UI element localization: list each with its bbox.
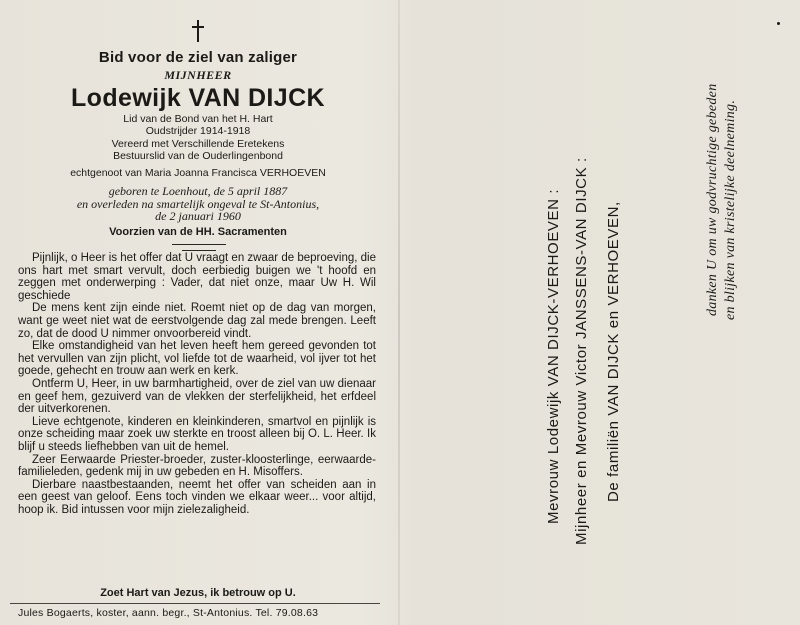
cross-icon [191, 20, 205, 42]
family-line: De familiën VAN DIJCK en VERHOEVEN, [605, 201, 622, 502]
birth-line: geboren te Loenhout, de 5 april 1887 [108, 184, 288, 198]
prayer-text [18, 252, 376, 516]
affiliation-line: Lid van de Bond van het H. Hart [123, 113, 273, 125]
closing-prayer: Zoet Hart van Jezus, ik betrouw op U. [100, 587, 296, 599]
honorific: MIJNHEER [164, 68, 232, 82]
separator-rule [172, 244, 226, 245]
prayer-paragraph: Dierbare naastbestaanden, neemt het offer van scheiden aan in een geest van geloof. Eens toch vinden we elkaar weer... voor altijd, hoop ik. Bid intussen voor mijn zielezaligheid. [18, 478, 376, 516]
printer-imprint: Jules Bogaerts, koster, aann. begr., St-Antonius. Tel. 79.08.63 [18, 607, 319, 619]
death-date: de 2 januari 1960 [155, 209, 241, 223]
spouse-line: echtgenoot van Maria Joanna Francisca VERHOEVEN [70, 167, 326, 179]
invocation: Bid voor de ziel van zaliger [98, 49, 298, 66]
thanks-line: danken U om uw godvruchtige gebeden [705, 83, 720, 316]
sacraments-line: Voorzien van de HH. Sacramenten [109, 226, 287, 238]
death-line: en overleden na smartelijk ongeval te St-Antonius, [76, 197, 320, 211]
family-line: Mevrouw Lodewijk VAN DIJCK-VERHOEVEN : [545, 188, 562, 524]
prayer-paragraph: Lieve echtgenote, kinderen en kleinkinderen, smartvol en pijnlijk is onze scheiding maar zoek uw sterkte en troost alleen bij O. L. Heer. Ik blijf u steeds liefhebben van uit de hemel. [18, 415, 376, 453]
separator-rule [182, 250, 216, 251]
deceased-name: Lodewijk VAN DIJCK [71, 84, 325, 112]
prayer-paragraph: Pijnlijk, o Heer is het offer dat U vraagt en zwaar de beproeving, die ons hart met smart vervult, doch eerbiedig buigen we 't hoofd en zeggen met onderwerping : Vader, dat niet onze, maar Uw H. Wil geschiede [18, 252, 376, 302]
affiliation-line: Vereerd met Verschillende Eretekens [111, 138, 285, 150]
affiliation-line: Oudstrijder 1914-1918 [145, 125, 251, 137]
family-line: Mijnheer en Mevrouw Victor JANSSENS-VAN DIJCK : [573, 157, 590, 545]
prayer-paragraph: Zeer Eerwaarde Priester-broeder, zuster-kloosterlinge, eerwaarde-familieleden, gedenk mij in uw gebeden en H. Misoffers. [18, 453, 376, 479]
left-panel [0, 0, 396, 625]
prayer-paragraph: De mens kent zijn einde niet. Roemt niet op de dag van morgen, want ge weet niet wat de eerstvolgende dag zal mede brengen. Leeft zo, dat de dood U nimmer onvoorbereid vindt. [18, 302, 376, 340]
footer-rule [10, 603, 380, 604]
thanks-line: en blijken van kristelijke deelneming. [723, 99, 738, 320]
prayer-paragraph: Elke omstandigheid van het leven heeft hem gereed gevonden tot het vervullen van zijn plicht, vol liefde tot de waarheid, vol ijver tot het goede, gehecht en trouw aan werk en kerk. [18, 340, 376, 378]
right-panel [400, 0, 800, 625]
affiliation-line: Bestuurslid van de Ouderlingenbond [113, 150, 283, 162]
ink-dot [777, 22, 780, 25]
prayer-paragraph: Ontferm U, Heer, in uw barmhartigheid, over de ziel van uw dienaar en geef hem, gezuiverd van de vlekken der sterfelijkheid, het erfdeel der uitverkorenen. [18, 377, 376, 416]
